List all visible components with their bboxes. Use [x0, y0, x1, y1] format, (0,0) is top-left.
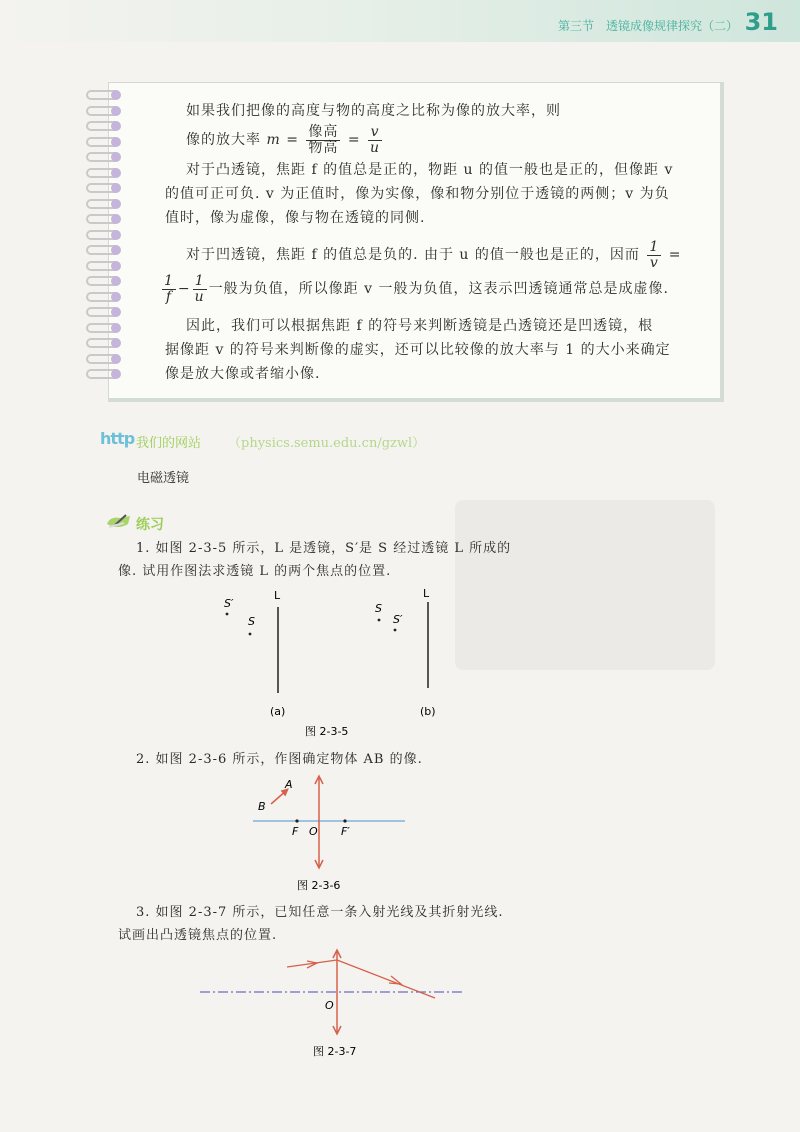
fraction-1-f: $\frac{1}{f}$ [164, 272, 174, 305]
point-Sprime-b [394, 629, 397, 632]
spiral-hole [111, 106, 121, 116]
point-F [295, 819, 298, 822]
spiral-hole [111, 137, 121, 147]
formula-prefix: 像的放大率 [186, 132, 261, 148]
para4-line2: 据像距 v 的符号来判断像的虚实，还可以比较像的放大率与 1 的大小来确定 [165, 342, 671, 358]
figure-2-3-5 [210, 585, 460, 745]
question-2: 2. 如图 2-3-6 所示，作图确定物体 AB 的像. [136, 752, 423, 767]
faded-background-image [455, 500, 715, 670]
spiral-hole [111, 121, 121, 131]
para2-line2: 的值可正可负. v 为正值时，像为实像，像和物分别位于透镜的两侧；v 为负 [165, 186, 670, 202]
fraction-1-u: $\frac{1}{u}$ [194, 272, 205, 305]
para3-line2: $\frac{1}{f}$ − $\frac{1}{u}$ 一般为负值，所以像距 v 一般为负值，这表示凹透镜通常总是成虚像. [164, 272, 669, 305]
figure-2-3-7 [195, 945, 475, 1060]
label-A: A [285, 778, 293, 791]
caption-2-3-6: 图 2-3-6 [297, 879, 341, 892]
spiral-hole [111, 369, 121, 379]
spiral-hole [111, 245, 121, 255]
spiral-hole [111, 168, 121, 178]
label-L-a: L [274, 589, 281, 602]
note-line-1: 如果我们把像的高度与物的高度之比称为像的放大率，则 [186, 103, 561, 119]
caption-2-3-5: 图 2-3-5 [305, 725, 349, 738]
page-number: 31 [744, 8, 778, 36]
fraction-height: $\frac{\text{像高}}{\text{物高}}$ [308, 123, 339, 156]
point-Fprime [343, 819, 346, 822]
para4-line1: 因此，我们可以根据焦距 f 的符号来判断透镜是凸透镜还是凹透镜，根 [186, 318, 654, 334]
label-B: B [258, 800, 266, 813]
spiral-hole [111, 354, 121, 364]
website-label: 我们的网站 [136, 436, 202, 451]
equals: = [286, 132, 299, 148]
label-Fprime: F′ [341, 825, 350, 838]
spiral-hole [111, 183, 121, 193]
fraction-1-v: $\frac{1}{v}$ [649, 238, 660, 271]
spiral-hole [111, 230, 121, 240]
label-b: (b) [420, 705, 436, 718]
symbol-m: m [266, 132, 281, 148]
para4-line3: 像是放大像或者缩小像. [165, 366, 321, 382]
spiral-hole [111, 90, 121, 100]
website-url[interactable]: （physics.semu.edu.cn/gzwl） [228, 436, 426, 451]
label-O: O [309, 825, 318, 838]
magnification-formula [186, 124, 384, 156]
pencil-note-icon [104, 510, 134, 532]
spiral-hole [111, 338, 121, 348]
spiral-hole [111, 323, 121, 333]
label-F: F [292, 825, 299, 838]
question-1-line1: 1. 如图 2-3-5 所示，L 是透镜，S′是 S 经过透镜 L 所成的 [136, 541, 512, 556]
spiral-hole [111, 307, 121, 317]
spiral-hole [111, 276, 121, 286]
spiral-hole [111, 261, 121, 271]
label-Sprime-b: S′ [393, 613, 403, 626]
para2-line1: 对于凸透镜，焦距 f 的值总是正的，物距 u 的值一般也是正的，但像距 v [186, 162, 674, 178]
label-Sprime-a: S′ [224, 597, 234, 610]
label-L-b: L [423, 587, 430, 600]
question-3-line1: 3. 如图 2-3-7 所示，已知任意一条入射光线及其折射光线. [136, 905, 504, 920]
section-title: 第三节 透镜成像规律探究（二） [557, 19, 738, 33]
para3-line1: 对于凹透镜，焦距 f 的值总是负的. 由于 u 的值一般也是正的，因而 $\frac{1}{v}$ = [186, 238, 682, 271]
caption-2-3-7: 图 2-3-7 [313, 1045, 357, 1058]
label-O-3: O [325, 999, 334, 1012]
para2-line3: 值时，像为虚像，像与物在透镜的同侧. [165, 210, 426, 226]
label-S-b: S [375, 602, 382, 615]
spiral-binding [86, 90, 130, 390]
exercise-title: 练习 [136, 517, 164, 533]
spiral-hole [111, 292, 121, 302]
label-a: (a) [270, 705, 286, 718]
figure-b [375, 587, 436, 718]
spiral-hole [111, 199, 121, 209]
point-S-b [378, 619, 381, 622]
figure-a [224, 589, 285, 718]
equals-2: = [347, 132, 361, 148]
spiral-hole [111, 152, 121, 162]
spiral-hole [111, 214, 121, 224]
website-topic: 电磁透镜 [137, 471, 190, 486]
point-Sprime-a [226, 613, 229, 616]
figure-2-3-6 [245, 772, 415, 894]
question-3-line2: 试画出凸透镜焦点的位置. [118, 928, 278, 943]
point-S-a [249, 633, 252, 636]
label-S-a: S [248, 615, 255, 628]
http-logo-icon: http [100, 429, 135, 448]
fraction-v-u: $\frac{v}{u}$ [370, 123, 381, 156]
question-1-line2: 像. 试用作图法求透镜 L 的两个焦点的位置. [118, 564, 392, 579]
